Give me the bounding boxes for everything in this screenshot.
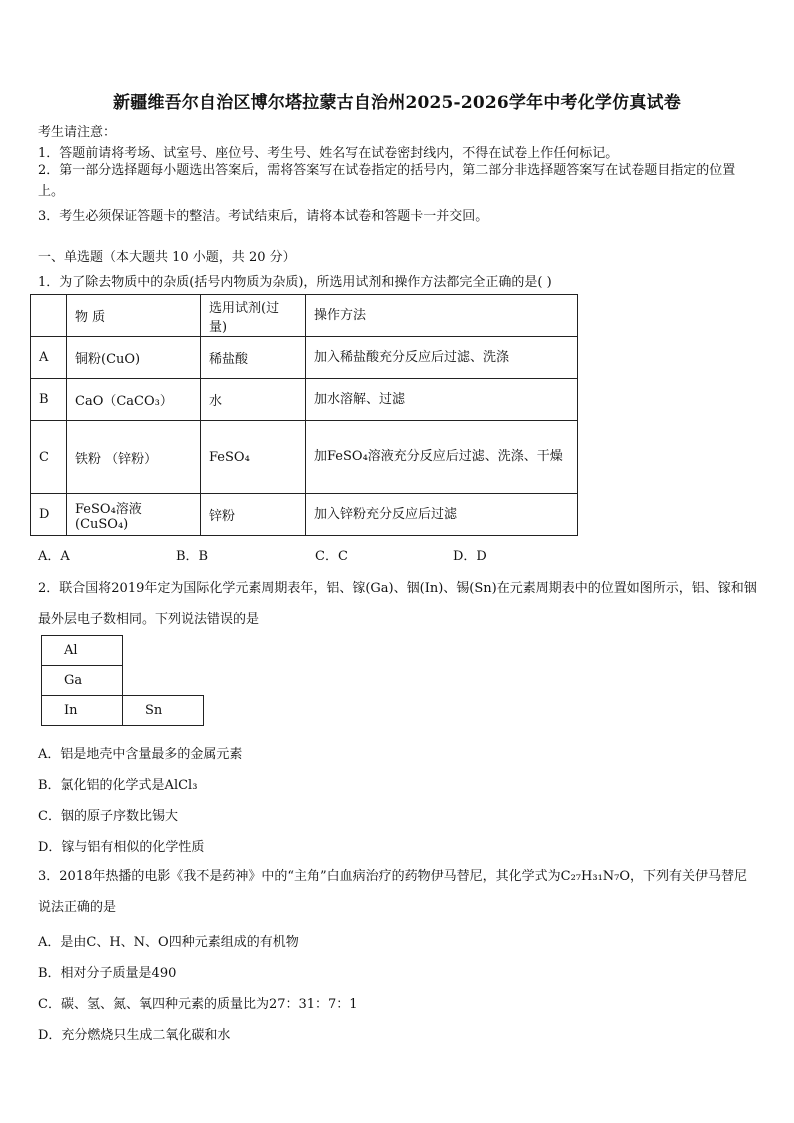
substance-cell: CaO（CaCO₃） [67, 379, 201, 421]
method-cell: 加FeSO₄溶液充分反应后过滤、洗涤、干燥 [306, 421, 578, 494]
q1-option-a: A．A [38, 549, 70, 564]
table-row [31, 379, 578, 421]
q1-option-c: C．C [315, 549, 348, 564]
exam-title: 新疆维吾尔自治区博尔塔拉蒙古自治州2025-2026学年中考化学仿真试卷 [113, 93, 681, 113]
table-header-cell [31, 295, 67, 337]
element-cell-ga: Ga [42, 666, 123, 696]
substance-cell: FeSO₄溶液(CuSO₄) [67, 494, 201, 536]
element-cell-al: Al [42, 636, 123, 666]
row-label: B [31, 379, 67, 421]
notice-item-2: 2．第一部分选择题每小题选出答案后，需将答案写在试卷指定的括号内，第二部分非选择题答案写在试卷题目指定的位置上。 [38, 163, 736, 199]
q2-option-c: C．铟的原子序数比锡大 [38, 809, 178, 824]
q1-stem: 1．为了除去物质中的杂质(括号内物质为杂质)，所选用试剂和操作方法都完全正确的是( ) [38, 275, 552, 290]
substance-cell: 铜粉(CuO) [67, 337, 201, 379]
section-heading: 一、单选题（本大题共 10 小题，共 20 分） [38, 250, 296, 265]
element-cell-sn: Sn [123, 696, 204, 726]
empty-cell [123, 636, 204, 666]
notice-header: 考生请注意： [38, 125, 117, 140]
q1-table [30, 294, 578, 536]
table-row [31, 494, 578, 536]
row-label: D [31, 494, 67, 536]
periodic-table-fragment [41, 635, 204, 726]
reagent-cell: 锌粉 [201, 494, 306, 536]
q2-option-d: D．镓与铝有相似的化学性质 [38, 840, 205, 855]
q3-option-d: D．充分燃烧只生成二氧化碳和水 [38, 1028, 231, 1043]
q2-stem: 2．联合国将2019年定为国际化学元素周期表年，铝、镓(Ga)、铟(In)、锡(Sn)在元素周期表中的位置如图所示，铝、镓和铟最外层电子数相同。下列说法错误的是 [38, 581, 757, 627]
q3-stem: 3．2018年热播的电影《我不是药神》中的“主角”白血病治疗的药物伊马替尼，其化学式为C₂₇H₃₁N₇O，下列有关伊马替尼说法正确的是 [38, 869, 748, 915]
table-header-row [31, 295, 578, 337]
reagent-cell: 水 [201, 379, 306, 421]
empty-cell [123, 666, 204, 696]
q3-option-b: B．相对分子质量是490 [38, 966, 177, 981]
row-label: A [31, 337, 67, 379]
method-cell: 加入稀盐酸充分反应后过滤、洗涤 [306, 337, 578, 379]
method-cell: 加水溶解、过滤 [306, 379, 578, 421]
q1-option-b: B．B [176, 549, 209, 564]
table-row [31, 337, 578, 379]
table-header-cell: 物 质 [67, 295, 201, 337]
table-header-cell: 选用试剂(过量) [201, 295, 306, 337]
table-header-cell: 操作方法 [306, 295, 578, 337]
element-cell-in: In [42, 696, 123, 726]
notice-item-3: 3．考生必须保证答题卡的整洁。考试结束后，请将本试卷和答题卡一并交回。 [38, 209, 489, 224]
q3-option-c: C．碳、氢、氮、氧四种元素的质量比为27：31：7：1 [38, 997, 358, 1012]
q1-option-d: D．D [453, 549, 487, 564]
reagent-cell: FeSO₄ [201, 421, 306, 494]
table-row [31, 421, 578, 494]
q2-option-a: A．铝是地壳中含量最多的金属元素 [38, 747, 243, 762]
reagent-cell: 稀盐酸 [201, 337, 306, 379]
q2-option-b: B．氯化铝的化学式是AlCl₃ [38, 778, 198, 793]
q3-option-a: A．是由C、H、N、O四种元素组成的有机物 [38, 935, 299, 950]
method-cell: 加入锌粉充分反应后过滤 [306, 494, 578, 536]
substance-cell: 铁粉 （锌粉） [67, 421, 201, 494]
notice-item-1: 1．答题前请将考场、试室号、座位号、考生号、姓名写在试卷密封线内，不得在试卷上作任何标记。 [38, 146, 619, 161]
row-label: C [31, 421, 67, 494]
